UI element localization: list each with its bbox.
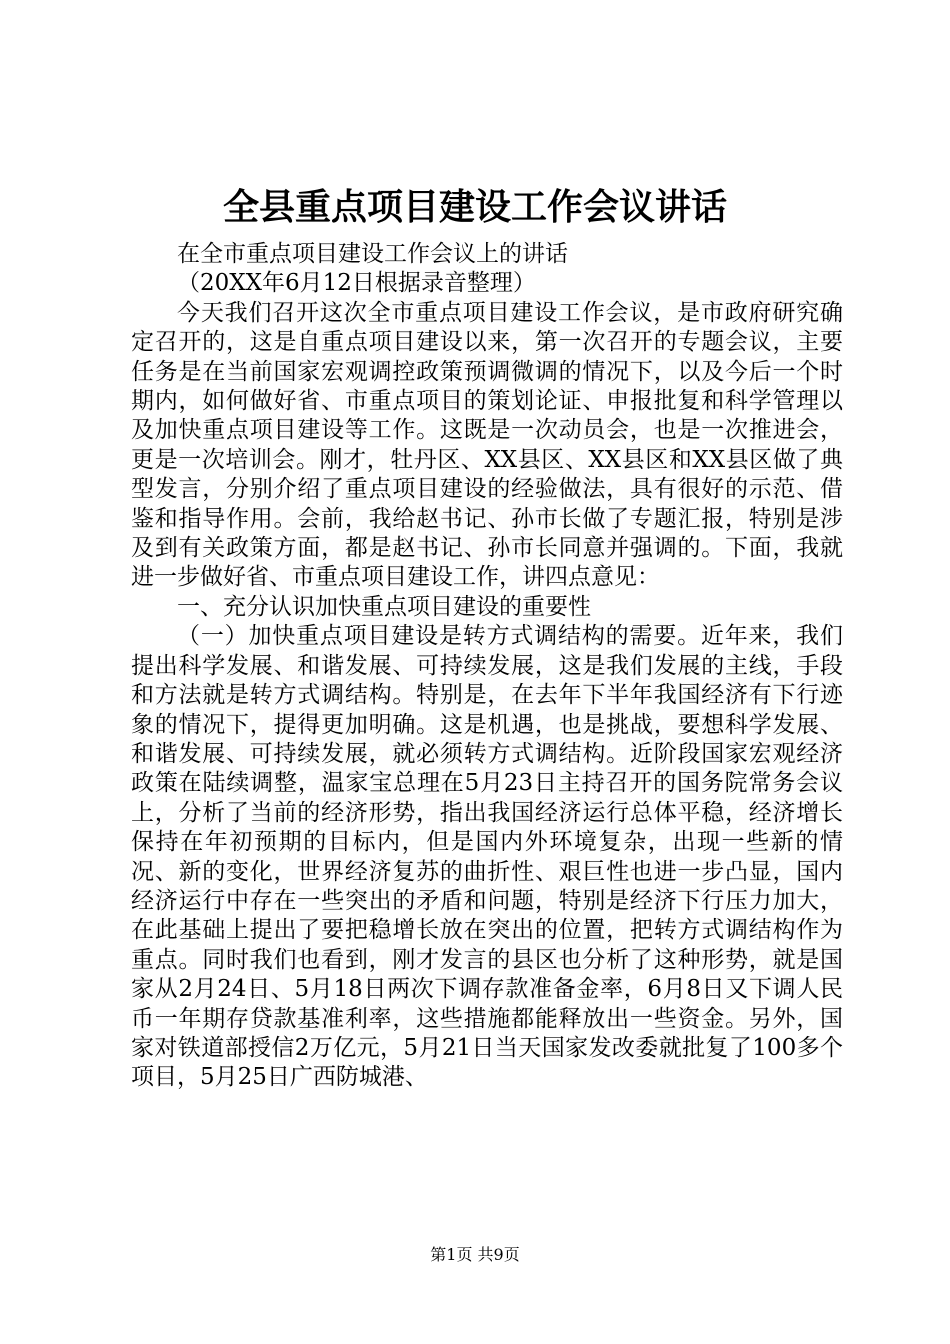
body-paragraph: （一）加快重点项目建设是转方式调结构的需要。近年来，我们提出科学发展、和谐发展、可持续发展，这是我们发展的主线，手段和方法就是转方式调结构。特别是，在去年下半年我国经济有下行迹象的情况下，提得更加明确。这是机遇，也是挑战，要想科学发展、和谐发展、可持续发展，就必须转方式调结构。近阶段国家宏观经济政策在陆续调整，温家宝总理在5月23日主持召开的国务院常务会议上，分析了当前的经济形势，指出我国经济运行总体平稳，经济增长保持在年初预期的目标内，但是国内外环境复杂，出现一些新的情况、新的变化，世界经济复苏的曲折性、艰巨性也进一步凸显，国内经济运行中存在一些突出的矛盾和问题，特别是经济下行压力加大，在此基础上提出了要把稳增长放在突出的位置，把转方式调结构作为重点。同时我们也看到，刚才发言的县区也分析了这种形势，就是国家从2月24日、5月18日两次下调存款准备金率，6月8日又下调人民币一年期存贷款基准利率，这些措施都能释放出一些资金。另外，国家对铁道部授信2万亿元，5月21日当天国家发改委就批复了100多个项目，5月25日广西防城港、 <box>131 623 843 1091</box>
section-heading: 一、充分认识加快重点项目建设的重要性 <box>177 593 591 620</box>
document-title: 全县重点项目建设工作会议讲话 <box>222 187 727 228</box>
page-number-footer: 第1页 共9页 <box>430 1245 520 1264</box>
document-body <box>131 240 843 1093</box>
date-note: （20XX年6月12日根据录音整理） <box>177 270 536 297</box>
body-paragraph: 今天我们召开这次全市重点项目建设工作会议，是市政府研究确定召开的，这是自重点项目建设以来，第一次召开的专题会议，主要任务是在当前国家宏观调控政策预调微调的情况下，以及今后一个时期内，如何做好省、市重点项目的策划论证、申报批复和科学管理以及加快重点项目建设等工作。这既是一次动员会，也是一次推进会，更是一次培训会。刚才，牡丹区、XX县区、XX县区和XX县区做了典型发言，分别介绍了重点项目建设的经验做法，具有很好的示范、借鉴和指导作用。会前，我给赵书记、孙市长做了专题汇报，特别是涉及到有关政策方面，都是赵书记、孙市长同意并强调的。下面，我就进一步做好省、市重点项目建设工作，讲四点意见： <box>131 299 843 591</box>
subtitle-line: 在全市重点项目建设工作会议上的讲话 <box>177 241 568 267</box>
